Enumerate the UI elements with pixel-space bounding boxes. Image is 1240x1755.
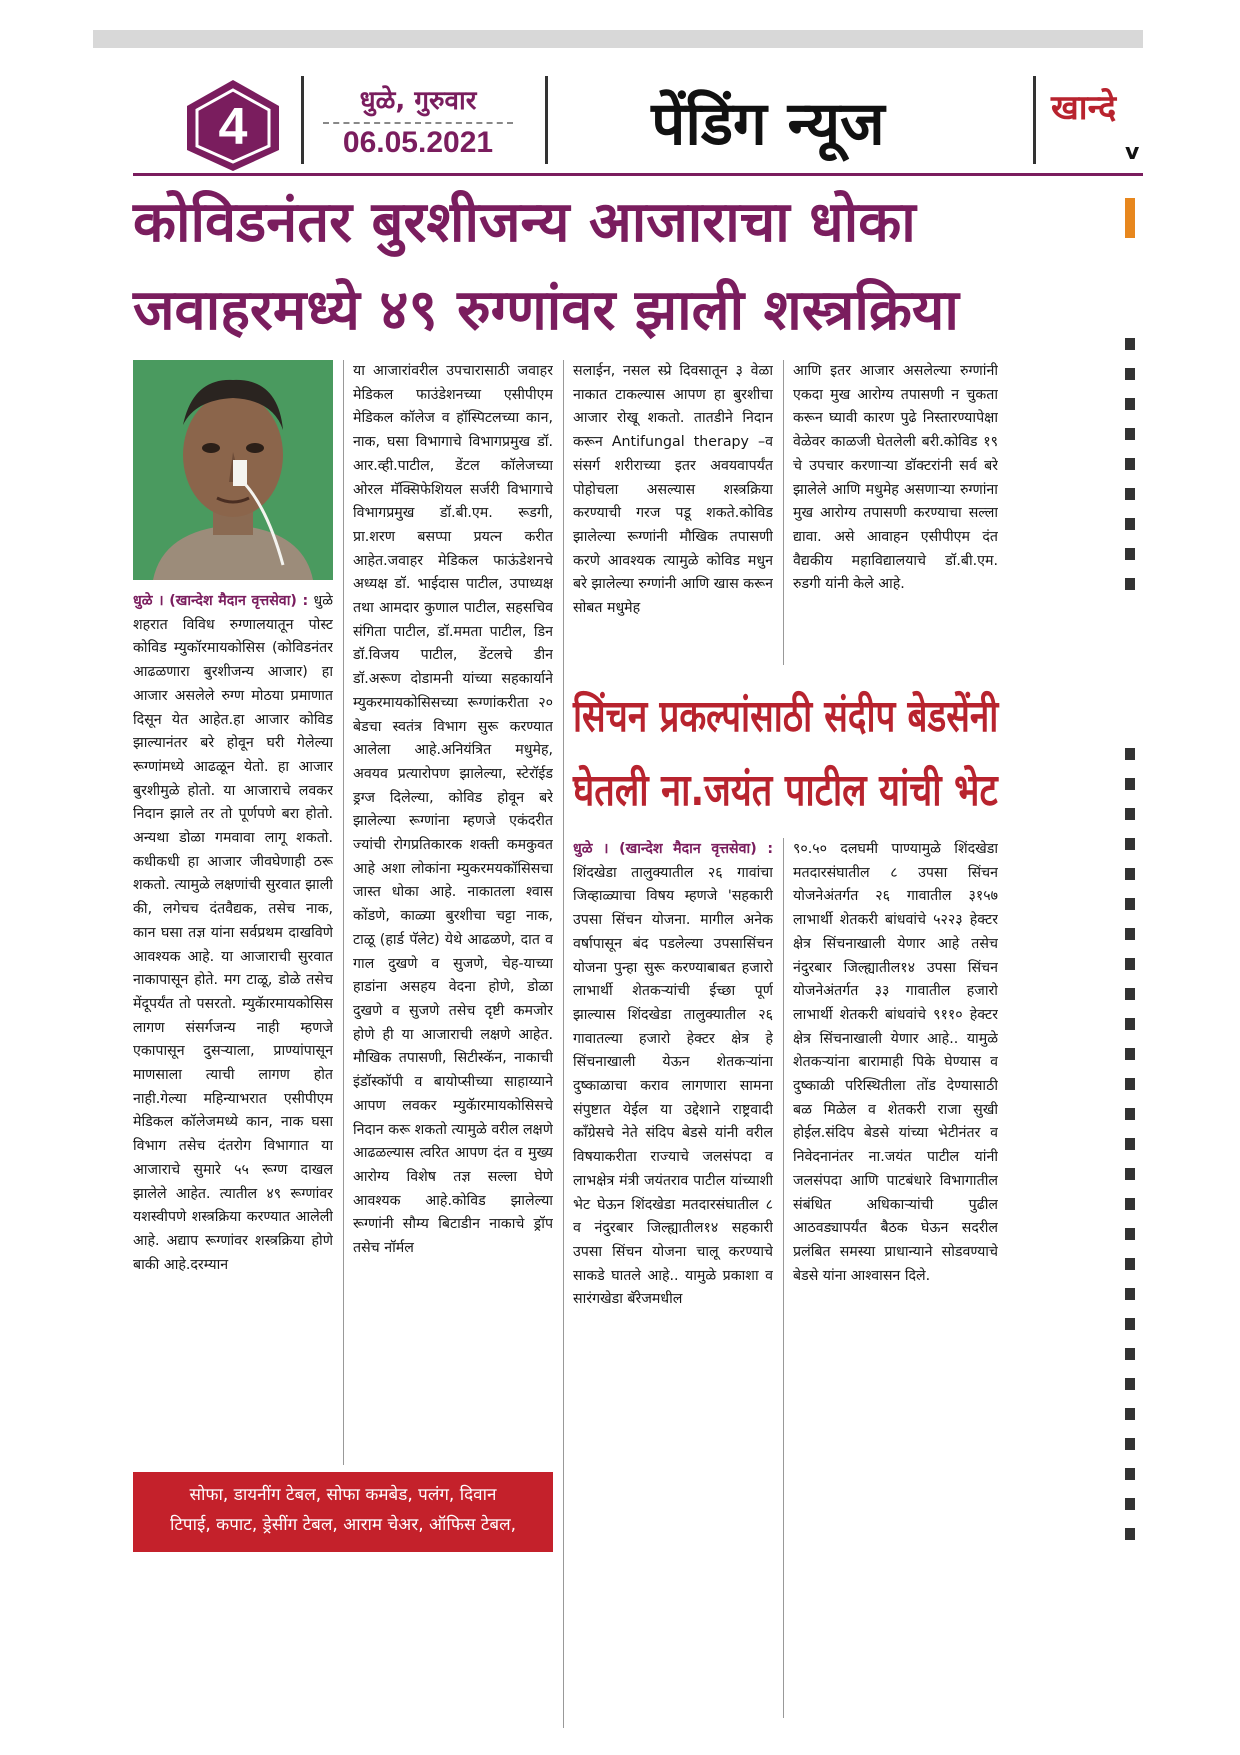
story1-column-4 xyxy=(793,360,998,670)
page-shadow xyxy=(93,30,1143,48)
masthead-rule xyxy=(133,173,1143,176)
dateline-rule xyxy=(323,122,513,124)
issue-date: 06.05.2021 xyxy=(342,126,494,159)
furniture-advert xyxy=(133,1472,553,1552)
advert-line-2: टिपाई, कपाट, ड्रेसींग टेबल, आराम चेअर, ऑफिस टेबल, xyxy=(169,1515,517,1535)
story2-column-1 xyxy=(573,838,773,1718)
column-rule xyxy=(783,360,784,665)
brand-sub-fragment: v xyxy=(1125,140,1140,165)
story1-column-2 xyxy=(353,360,553,1466)
newspaper-page xyxy=(93,48,1143,1728)
story2-byline: धुळे । (खान्देश मैदान वृत्तसेवा) : xyxy=(573,841,773,857)
page-number: 4 xyxy=(218,98,248,156)
patient-photo xyxy=(133,360,333,580)
story2-column-2 xyxy=(793,838,998,1718)
dateline-block xyxy=(313,84,523,160)
advert-line-1: सोफा, डायनींग टेबल, सोफा कमबेड, पलंग, दिवान xyxy=(189,1485,497,1505)
column-rule xyxy=(343,360,344,1465)
viewer-top-bar xyxy=(0,0,1240,50)
column-rule xyxy=(783,838,784,1718)
masthead-separator xyxy=(301,76,304,164)
story2-col1-text: शिंदखेडा तालुक्यातील २६ गावांचा जिव्हाळ्याचा विषय म्हणजे 'सहकारी उपसा सिंचन योजना. मागील अनेक वर्षापासून बंद पडलेल्या उपसासिंचन योजना पुन्हा सुरू करण्याबाबत हजारो लाभार्थी शेतकऱ्यांची ईच्छा पूर्ण झाल्यास शिंदखेडा तालुक्यातील २६ गावातल्या हजारो हेक्टर क्षेत्र हे सिंचनाखाली येऊन शेतकऱ्यांना दुष्काळाचा कराव लागणारा सामना संपुष्टात येईल या उद्देशाने राष्ट्रवादी काँग्रेसचे नेते संदिप बेडसे यांनी वरील विषयाकरीता राज्याचे जलसंपदा व लाभक्षेत्र मंत्री जयंतराव पाटील यांच्याशी भेट घेऊन शिंदखेडा मतदारसंघातील ८ व नंदुरबार जिल्ह्यातील१४ सहकारी उपसा सिंचन योजना चालू करण्याचे साकडे घातले आहे.. यामुळे प्रकाशा व सारंगखेडा बॅरेजमधील xyxy=(573,864,773,1308)
story2-col2-text: ९०.५० दलघमी पाण्यामुळे शिंदखेडा मतदारसंघातील ८ उपसा सिंचन योजनेअंतर्गत २६ गावातील ३१५७ लाभार्थी शेतकरी बांधवांचे ५२२३ हेक्टर क्षेत्र सिंचनाखाली येणार आहे तसेच नंदुरबार जिल्ह्यातील१४ उपसा सिंचन योजनेअंतर्गत ३३ गावातील हजारो लाभार्थी शेतकरी बांधवांचे ९११० हेक्टर क्षेत्र सिंचनाखाली येणार आहे.. यामुळे शेतकऱ्यांना बारामाही पिके घेण्यास व दुष्काळी परिस्थितीला तोंड देण्यासाठी बळ मिळेल व शेतकरी राजा सुखी होईल.संदिप बेडसे यांच्या भेटीनंतर व निवेदनानंतर ना.जयंत पाटील यांनी जलसंपदा आणि पाटबंधारे विभागातील संबंधित अधिकाऱ्यांची पुढील आठवड्यापर्यंत बैठक घेऊन सदरील प्रलंबित समस्या प्राधान्याने सोडवण्याचे बेडसे यांना आश्वासन दिले. xyxy=(793,841,998,1284)
clipped-adjacent-column xyxy=(1125,188,1143,1688)
column-rule xyxy=(563,360,564,1728)
place-day: धुळे, गुरुवार xyxy=(359,86,477,116)
story2-headline-line1: सिंचन प्रकल्पांसाठी संदीप बेडसेंनी xyxy=(573,691,999,742)
story1-col3-text: सलाईन, नसल स्प्रे दिवसातून ३ वेळा नाकात टाकल्यास आपण हा बुरशीचा आजार रोखू शकतो. तातडीने निदान करून Antifungal therapy –व संसर्ग शरीराच्या इतर अवयवापर्यंत पोहोचला असल्यास शस्त्रक्रिया करण्याची गरज पडू शकते.कोविड झालेल्या रूग्णांनी मौखिक तपासणी करणे आवश्यक त्यामुळे कोविड मधुन बरे झालेल्या रुग्णांनी आणि खास करून सोबत मधुमेह xyxy=(573,363,773,617)
story1-byline: धुळे । (खान्देश मैदान वृत्तसेवा) : xyxy=(133,593,309,609)
masthead-separator xyxy=(545,76,548,164)
story1-col1-text: धुळे शहरात विविध रुग्णालयातून पोस्ट कोविड म्युकॉरमायकोसिस (कोविडनंतर आढळणारा बुरशीजन्य आजार) हा आजार असलेले रुग्ण मोठया प्रमाणात दिसून येत आहेत.हा आजार कोविड झाल्यानंतर बरे होवून घरी गेलेल्या रूग्णांमध्ये आढळून येतो. हा आजार बुरशीमुळे होतो. या आजाराचे लवकर निदान झाले तर तो पूर्णपणे बरा होतो. अन्यथा डोळा गमवावा लागू शकतो. कधीकधी हा आजार जीवघेणाही ठरू शकतो. त्यामुळे लक्षणांची सुरवात झाली की, लगेचच दंतवैद्यक, तसेच नाक, कान घसा तज्ञ यांना सर्वप्रथम दाखविणे आवश्यक आहे. या आजाराची सुरवात नाकापासून होते. मग टाळू, डोळे तसेच मेंदूपर्यंत तो पसरतो. म्युकॅारमायकोसिस लागण संसर्गजन्य नाही म्हणजे एकापासून दुसऱ्याला, प्राण्यांपासून माणसाला त्याची लागण होत नाही.गेल्या महिन्याभरात एसीपीएम मेडिकल कॉलेजमध्ये कान, नाक घसा विभाग तसेच दंतरोग विभागात या आजाराचे सुमारे ५५ रूग्ण दाखल झालेले आहेत. त्यातील ४९ रूग्णांवर यशस्वीपणे शस्त्रक्रिया करण्यात आलेली आहे. अद्याप रूग्णांवर शस्त्रक्रिया होणे बाकी आहे.दरम्यान xyxy=(133,593,333,1273)
story1-column-3 xyxy=(573,360,773,670)
masthead-separator xyxy=(1033,76,1036,164)
story2-headline-line2: घेतली ना.जयंत पाटील यांची भेट xyxy=(573,765,998,816)
story1-col2-text: या आजारांवरील उपचारासाठी जवाहर मेडिकल फाउंडेशनच्या एसीपीएम मेडिकल कॉलेज व हॉस्पिटलच्या कान, नाक, घसा विभागाचे विभागप्रमुख डॉ. आर.व्ही.पाटील, डेंटल कॉलेजच्या ओरल मॅक्सिफेशियल सर्जरी विभागाचे विभागप्रमुख डॉ.बी.एम. रूडगी, प्रा.शरण बसप्पा प्रयत्न करीत आहेत.जवाहर मेडिकल फाऊंडेशनचे अध्यक्ष डॉ. भाईदास पाटील, उपाध्यक्ष तथा आमदार कुणाल पाटील, सहसचिव संगिता पाटील, डॉ.ममता पाटील, डिन डॉ.विजय पाटील, डेंटलचे डीन डॉ.अरूण दोडामनी यांच्या सहकार्याने म्युकरमायकोसिसच्या रूग्णांकरीता २० बेडचा स्वतंत्र विभाग सुरू करण्यात आलेला आहे.अनियंत्रित मधुमेह, अवयव प्रत्यारोपण झालेल्या, स्टेरॉईड ड्रग्ज दिलेल्या, कोविड होवून बरे झालेल्या रूग्णांना म्हणजे एकंदरीत ज्यांची रोगप्रतिकारक शक्ती कमकुवत आहे अशा लोकांना म्युकरमयकॉसिसचा जास्त धोका आहे. नाकातला श्वास कोंडणे, काळ्या बुरशीचा चट्टा नाक, टाळू (हार्ड पॅलेट) येथे आढळणे, दात व गाल दुखणे व सुजणे, चेह-याच्या हाडांना असहय वेदना होणे, डोळा दुखणे व सुजणे तसेच दृष्टी कमजोर होणे ही या आजाराची लक्षणे आहेत. मौखिक तपासणी, सिटीस्कॅन, नाकाची इंडॉस्कॉपी व बायोप्सीच्या साहाय्याने आपण लवकर म्युकॅारमायकोसिसचे निदान करू शकतो त्यामुळे वरील लक्षणे आढळल्यास त्वरित आपण दंत व मुख्य आरोग्य विशेष तज्ञ सल्ला घेणे आवश्यक आहे.कोविड झालेल्या रूग्णांनी सौम्य बिटाडीन नाकाचे ड्रॉप तसेच नॉर्मल xyxy=(353,363,553,1257)
brand-fragment: खान्दे xyxy=(1051,88,1117,128)
page-number-badge-icon xyxy=(183,78,283,173)
story1-headline-line1: कोविडनंतर बुरशीजन्य आजाराचा धोका xyxy=(133,190,916,255)
story1-col4-text: आणि इतर आजार असलेल्या रुग्णांनी एकदा मुख आरोग्य तपासणी न चुकता करून घ्यावी कारण पुढे निस्तारण्यापेक्षा वेळेवर काळजी घेतलेली बरी.कोविड १९ चे उपचार करणाऱ्या डॉक्टरांनी सर्व बरे झालेले आणि मधुमेह असणाऱ्या रुग्णांना मुख आरोग्य तपासणी करण्याचा सल्ला द्यावा. असे आवाहन एसीपीएम दंत वैद्यकीय महाविद्यालयाचे डॉ.बी.एम. रुडगी यांनी केले आहे. xyxy=(793,363,998,593)
paper-name: पेंडिंग न्यूज xyxy=(651,89,885,159)
story1-headline-line2: जवाहरमध्ये ४९ रुग्णांवर झाली शस्त्रक्रिया xyxy=(133,278,959,343)
story1-column-1 xyxy=(133,590,333,1466)
